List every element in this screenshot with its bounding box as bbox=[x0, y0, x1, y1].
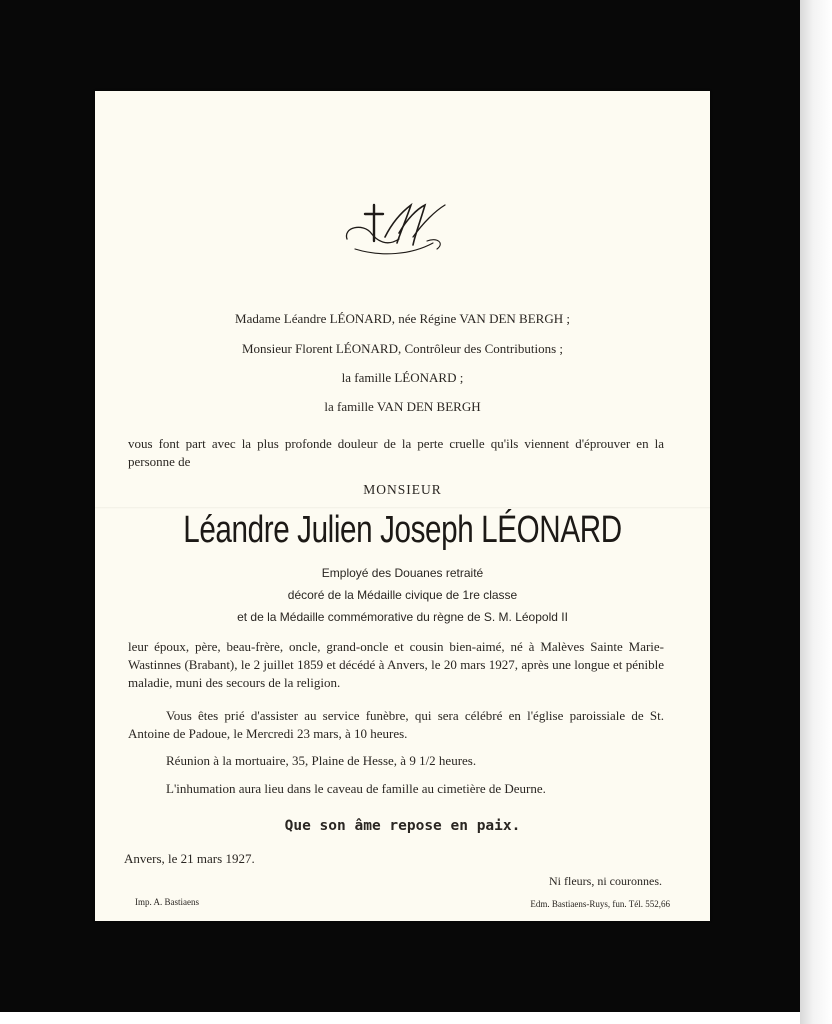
printer-credit: Imp. A. Bastiaens bbox=[135, 897, 199, 907]
title-line-1: Employé des Douanes retraité bbox=[321, 566, 484, 580]
funeral-director-credit: Edm. Bastiaens-Ruys, fun. Tél. 552,66 bbox=[530, 899, 670, 909]
family-line-van-den-bergh: la famille VAN DEN BERGH bbox=[324, 399, 481, 414]
biography-paragraph: leur époux, père, beau-frère, oncle, grand-oncle et cousin bien-aimé, né à Malèves Sainte Marie-Wastinnes (Brabant), le 2 juillet 1859 et décédé à Anvers, le 20 mars 1927, après une longue et pénible maladie, muni des secours de la religion. bbox=[128, 639, 664, 690]
deceased-name: Léandre Julien Joseph LÉONARD bbox=[183, 509, 622, 551]
reunion-line: Réunion à la mortuaire, 35, Plaine de Hesse, à 9 1/2 heures. bbox=[166, 753, 477, 768]
intro-paragraph: vous font part avec la plus profonde douleur de la perte cruelle qu'ils viennent d'éprouver en la personne de bbox=[128, 436, 664, 469]
scan-edge bbox=[800, 0, 832, 1024]
place-date: Anvers, le 21 mars 1927. bbox=[124, 851, 255, 866]
funeral-notice-card bbox=[95, 91, 710, 921]
title-line-2: décoré de la Médaille civique de 1re classe bbox=[287, 588, 518, 602]
service-paragraph: Vous êtes prié d'assister au service funèbre, qui sera célébré en l'église paroissiale de St. Antoine de Padoue, le Mercredi 23 mars, à 10 heures. bbox=[128, 708, 664, 741]
no-flowers-note: Ni fleurs, ni couronnes. bbox=[549, 874, 662, 888]
family-line-son: Monsieur Florent LÉONARD, Contrôleur des Contributions ; bbox=[241, 341, 563, 356]
closing-prayer: Que son âme repose en paix. bbox=[284, 818, 521, 834]
burial-line: L'inhumation aura lieu dans le caveau de famille au cimetière de Deurne. bbox=[166, 781, 546, 796]
family-line-leonard: la famille LÉONARD ; bbox=[341, 370, 464, 385]
cross-monogram-icon bbox=[341, 197, 453, 259]
family-line-widow: Madame Léandre LÉONARD, née Régine VAN DEN BERGH ; bbox=[235, 311, 570, 326]
honorific: MONSIEUR bbox=[363, 482, 442, 497]
title-line-3: et de la Médaille commémorative du règne de S. M. Léopold II bbox=[237, 610, 568, 624]
